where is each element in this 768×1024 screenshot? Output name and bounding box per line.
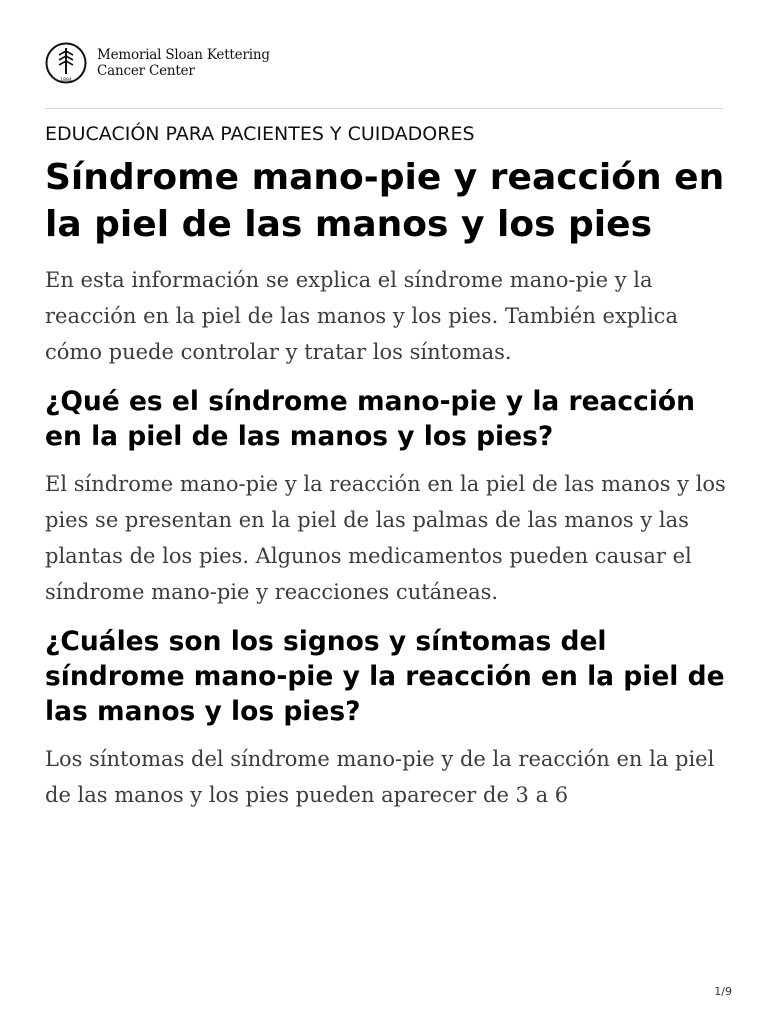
logo-line-2: Cancer Center — [97, 63, 195, 79]
page-title: Síndrome mano-pie y reacción en la piel de las manos y los pies — [45, 157, 725, 245]
logo-line-1: Memorial Sloan Kettering — [97, 47, 270, 63]
section-heading: ¿Cuáles son los signos y síntomas del síndrome mano-pie y la reacción en la piel de las manos y los pies? — [45, 626, 725, 727]
msk-logo-icon — [45, 40, 87, 86]
category-label: EDUCACIÓN PARA PACIENTES Y CUIDADORES — [45, 123, 475, 145]
header-divider — [45, 108, 723, 109]
section-paragraph: Los síntomas del síndrome mano-pie y de la reacción en la piel de las manos y los pies pueden aparecer de 3 a 6 — [45, 747, 715, 807]
intro-paragraph: En esta información se explica el síndrome mano-pie y la reacción en la piel de las manos y los pies. También explica cómo puede controlar y tratar los síntomas. — [45, 268, 678, 364]
section-paragraph: El síndrome mano-pie y la reacción en la piel de las manos y los pies se presentan en la piel de las palmas de las manos y las plantas de los pies. Algunos medicamentos pueden causar el síndrome mano-pie y reacciones cutáneas. — [45, 472, 726, 604]
document-body — [45, 120, 735, 827]
logo-seal-year: 1884 — [60, 78, 72, 83]
header — [45, 40, 270, 86]
section-heading: ¿Qué es el síndrome mano-pie y la reacción en la piel de las manos y los pies? — [45, 386, 696, 452]
page-number: 1/9 — [714, 985, 732, 998]
logo-wordmark — [97, 47, 270, 79]
